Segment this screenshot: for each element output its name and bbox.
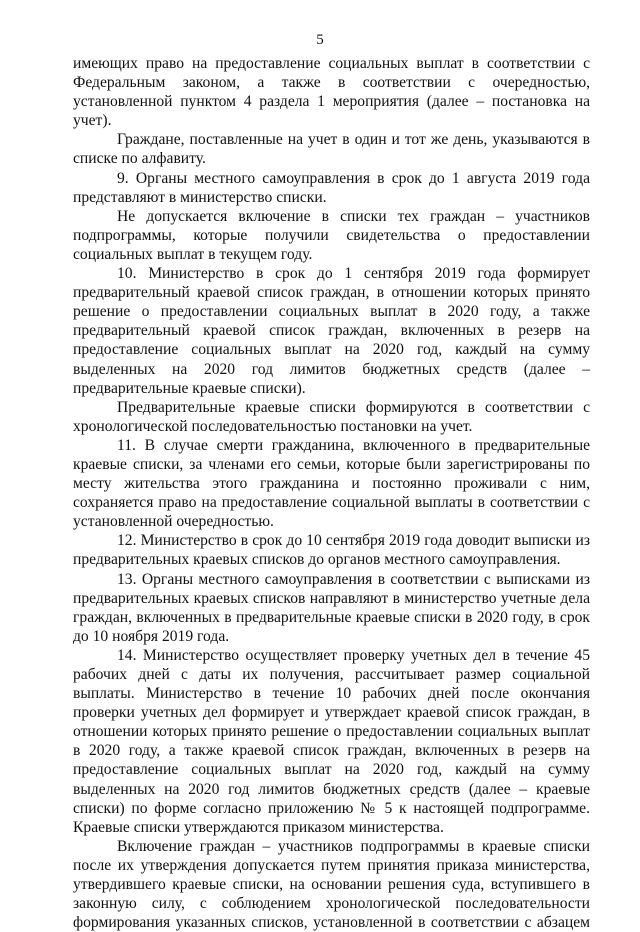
paragraph-3: 9. Органы местного самоуправления в срок до 1 августа 2019 года представляют в министерство списки. — [73, 169, 590, 206]
paragraph-10: 14. Министерство осуществляет проверку учетных дел в течение 45 рабочих дней с даты их получения, рассчитывает размер социальной выплаты. Министерство в течение 10 рабочих дней после окончания проверки учетных дел формирует и утверждает краевой список граждан, в отношении которых принято решение о предоставлении социальных выплат в 2020 году, а также краевой список граждан, включенных в резерв на предоставление социальных выплат на 2020 год, каждый на сумму выделенных на 2020 год лимитов бюджетных средств (далее – краевые списки) по форме согласно приложению № 5 к настоящей подпрограмме. Краевые списки утверждаются приказом министерства. — [73, 646, 590, 836]
paragraph-5: 10. Министерство в срок до 1 сентября 2019 года формирует предварительный краевой список граждан, в отношении которых принято решение о предоставлении социальных выплат в 2020 году, а также предварительный краевой список граждан, включенных в резерв на предоставление социальных выплат на 2020 год, каждый на сумму выделенных на 2020 год лимитов бюджетных средств (далее – предварительные краевые списки). — [73, 265, 590, 397]
paragraph-9: 13. Органы местного самоуправления в соответствии с выписками из предварительных краевых списков направляют в министерство учетные дела граждан, включенных в предварительные краевые списки в 2020 году, в срок до 10 ноября 2019 года. — [73, 570, 590, 645]
document-body — [73, 54, 590, 932]
paragraph-7: 11. В случае смерти гражданина, включенного в предварительные краевые списки, за членами его семьи, которые были зарегистрированы по месту жительства этого гражданина и постоянно проживали с ним, сохраняется право на предоставление социальной выплаты в соответствии с установленной очередностью. — [73, 436, 590, 531]
page-number: 5 — [316, 32, 324, 48]
paragraph-1: имеющих право на предоставление социальных выплат в соответствии с Федеральным законом, а также в соответствии с очередностью, установленной пунктом 4 раздела 1 мероприятия (далее – постановка на учет). — [73, 55, 590, 130]
paragraph-6: Предварительные краевые списки формируются в соответствии с хронологической последовательностью постановки на учет. — [73, 398, 590, 435]
paragraph-8: 12. Министерство в срок до 10 сентября 2019 года доводит выписки из предварительных краевых списков до органов местного самоуправления. — [73, 532, 590, 569]
paragraph-4: Не допускается включение в списки тех граждан – участников подпрограммы, которые получили свидетельства о предоставлении социальных выплат в текущем году. — [73, 207, 590, 263]
paragraph-11: Включение граждан – участников подпрограммы в краевые списки после их утверждения допускается путем принятия приказа министерства, утвердившего краевые списки, на основании решения суда, вступившего в законную силу, с соблюдением хронологической последовательности формирования указанных списков, установленной в соответствии с абзацем — [73, 837, 590, 932]
paragraph-2: Граждане, поставленные на учет в один и тот же день, указываются в списке по алфавиту. — [73, 131, 590, 168]
